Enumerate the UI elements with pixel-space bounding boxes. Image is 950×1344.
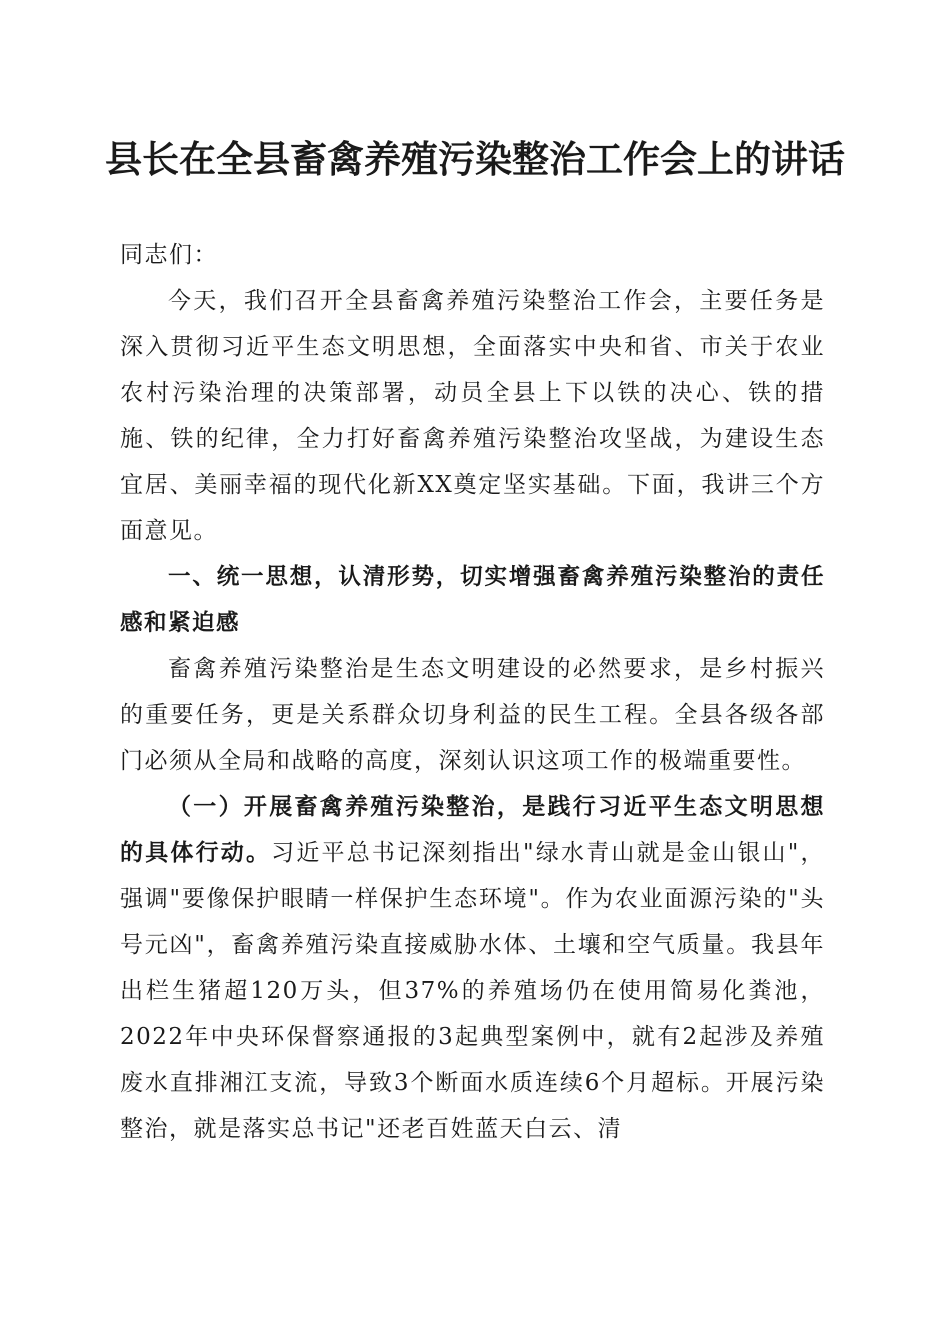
point-paragraph <box>120 784 825 1152</box>
section-paragraph: 畜禽养殖污染整治是生态文明建设的必然要求，是乡村振兴的重要任务，更是关系群众切身利益的民生工程。全县各级各部门必须从全局和战略的高度，深刻认识这项工作的极端重要性。 <box>120 656 825 774</box>
document-body <box>120 232 825 1152</box>
section-heading: 一、统一思想，认清形势，切实增强畜禽养殖污染整治的责任感和紧迫感 <box>120 564 825 636</box>
intro-paragraph: 今天，我们召开全县畜禽养殖污染整治工作会，主要任务是深入贯彻习近平生态文明思想，全面落实中央和省、市关于农业农村污染治理的决策部署，动员全县上下以铁的决心、铁的措施、铁的纪律，全力打好畜禽养殖污染整治攻坚战，为建设生态宜居、美丽幸福的现代化新XX奠定坚实基础。下面，我讲三个方面意见。 <box>120 288 825 544</box>
salutation: 同志们： <box>120 242 218 268</box>
point-text: 习近平总书记深刻指出"绿水青山就是金山银山"，强调"要像保护眼睛一样保护生态环境"。作为农业面源污染的"头号元凶"，畜禽养殖污染直接威胁水体、土壤和空气质量。我县年出栏生猪超120万头，但37%的养殖场仍在使用简易化粪池，2022年中央环保督察通报的3起典型案例中，就有2起涉及养殖废水直排湘江支流，导致3个断面水质连续6个月超标。开展污染整治，就是落实总书记"还老百姓蓝天白云、清 <box>120 840 826 1142</box>
document-title: 县长在全县畜禽养殖污染整治工作会上的讲话 <box>105 137 845 181</box>
point-lead: （一）开展畜禽养殖污染整治，是践行习近平生态文明思想的具体行动。 <box>120 793 825 866</box>
